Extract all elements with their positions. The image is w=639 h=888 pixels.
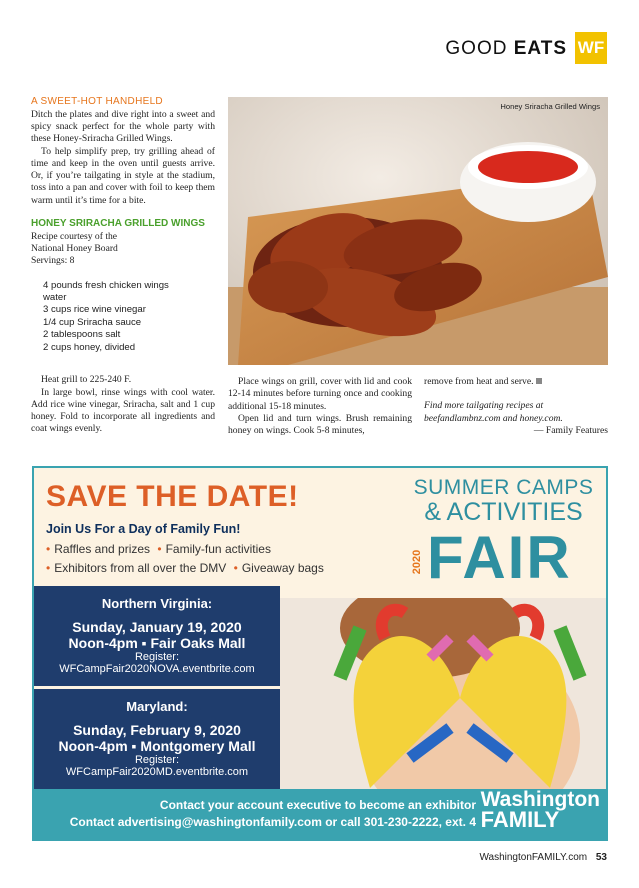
child-painted-hands-photo: [280, 598, 608, 791]
bullet-icon: •: [46, 542, 51, 556]
ingredient: 2 tablespoons salt: [43, 329, 121, 341]
wings-illustration: [228, 97, 608, 365]
prep-paragraph: To help simplify prep, try grilling ahead of time and keep in the oven until guests arrive. Or, if you’re tailgating in style at the stadium, toss into a pan and cover with foil to keep them warm until it’s time for a bite.: [31, 145, 215, 206]
end-mark-icon: [536, 378, 542, 384]
md-time-place: Noon-4pm ▪ Montgomery Mall: [58, 738, 256, 754]
step-2: In large bowl, rinse wings with cool water. Add rice wine vinegar, Sriracha, salt and 1 cup honey. Fold to incorporate all ingredients and coat wings evenly.: [31, 386, 215, 435]
fair-logo: [411, 476, 596, 600]
article-column-3: [424, 376, 608, 437]
contact-line-1: Contact your account executive to become an exhibitor: [159, 798, 476, 812]
ad-subhead: Join Us For a Day of Family Fun!: [46, 522, 241, 536]
ad-contact-bar: [34, 789, 606, 839]
site-name: WashingtonFAMILY.com: [479, 852, 588, 863]
save-the-date-headline: SAVE THE DATE!: [46, 480, 299, 513]
fair-word: FAIR: [427, 524, 572, 591]
ingredient-list: [43, 280, 215, 355]
fair-line-1: SUMMER CAMPS: [413, 476, 594, 499]
nova-event-panel: [34, 586, 280, 686]
article-heading: A SWEET-HOT HANDHELD: [31, 96, 163, 107]
ingredient: 3 cups rice wine vinegar: [43, 304, 146, 316]
washington-family-logo: Washington FAMILY: [480, 788, 600, 832]
servings: Servings: 8: [31, 255, 75, 267]
bullet-icon: •: [233, 561, 238, 575]
md-event-panel: [34, 689, 280, 792]
page-footer: [479, 852, 607, 863]
ingredient: 4 pounds fresh chicken wings: [43, 279, 169, 291]
nova-time-place: Noon-4pm ▪ Fair Oaks Mall: [68, 635, 246, 651]
ad-bullets-1: • Raffles and prizes • Family-fun activities: [46, 542, 271, 556]
fair-line-2: & ACTIVITIES: [424, 498, 583, 526]
bullet-icon: •: [157, 542, 162, 556]
step-1: Heat grill to 225-240 F.: [41, 374, 132, 386]
page-number: 53: [595, 852, 607, 863]
intro-paragraph: Ditch the plates and dive right into a sweet and spicy snack perfect for the whole party with these Honey-Sriracha Grilled Wings.: [31, 108, 215, 145]
step-3: Place wings on grill, cover with lid and cook 12-14 minutes before turning once and cooking additional 15-18 minutes.: [228, 376, 412, 412]
recipe-title: HONEY SRIRACHA GRILLED WINGS: [31, 217, 205, 229]
md-date: Sunday, February 9, 2020: [73, 722, 241, 738]
find-more: Find more tailgating recipes at beefandlambnz.com and honey.com.: [424, 400, 563, 424]
ingredient: water: [43, 291, 67, 303]
camp-fair-ad: [32, 466, 608, 841]
article-column-1: [31, 96, 215, 436]
ad-bullets-2: • Exhibitors from all over the DMV • Giveaway bags: [46, 561, 324, 575]
step-5: remove from heat and serve.: [424, 376, 608, 388]
contact-text: [70, 797, 476, 832]
article-column-2: [228, 376, 412, 437]
photo-caption: Honey Sriracha Grilled Wings: [500, 102, 600, 111]
md-register-link[interactable]: WFCampFair2020MD.eventbrite.com: [65, 766, 249, 778]
recipe-credit-2: National Honey Board: [31, 242, 118, 254]
ingredient: 2 cups honey, divided: [43, 341, 136, 353]
md-region: Maryland:: [126, 699, 188, 714]
section-title: GOOD EATS: [445, 38, 567, 59]
contact-line-2: Contact advertising@washingtonfamily.com or call 301-230-2222, ext. 4: [69, 815, 476, 830]
fair-year: 2020: [411, 549, 424, 575]
bullet-icon: •: [46, 561, 51, 575]
recipe-credit-1: Recipe courtesy of the: [31, 230, 118, 242]
nova-register-label: Register:: [134, 651, 180, 663]
nova-date: Sunday, January 19, 2020: [72, 619, 242, 635]
wf-logo: WF: [575, 32, 607, 64]
nova-region: Northern Virginia:: [101, 596, 213, 611]
wings-photo: [228, 97, 608, 365]
step-4: Open lid and turn wings. Brush remaining honey on wings. Cook 5-8 minutes,: [228, 412, 412, 437]
nova-register-link[interactable]: WFCampFair2020NOVA.eventbrite.com: [59, 663, 255, 675]
md-register-label: Register:: [134, 754, 180, 766]
child-hands-illustration: [280, 598, 608, 791]
ingredient: 1/4 cup Sriracha sauce: [43, 316, 142, 328]
source-credit: — Family Features: [533, 424, 608, 436]
